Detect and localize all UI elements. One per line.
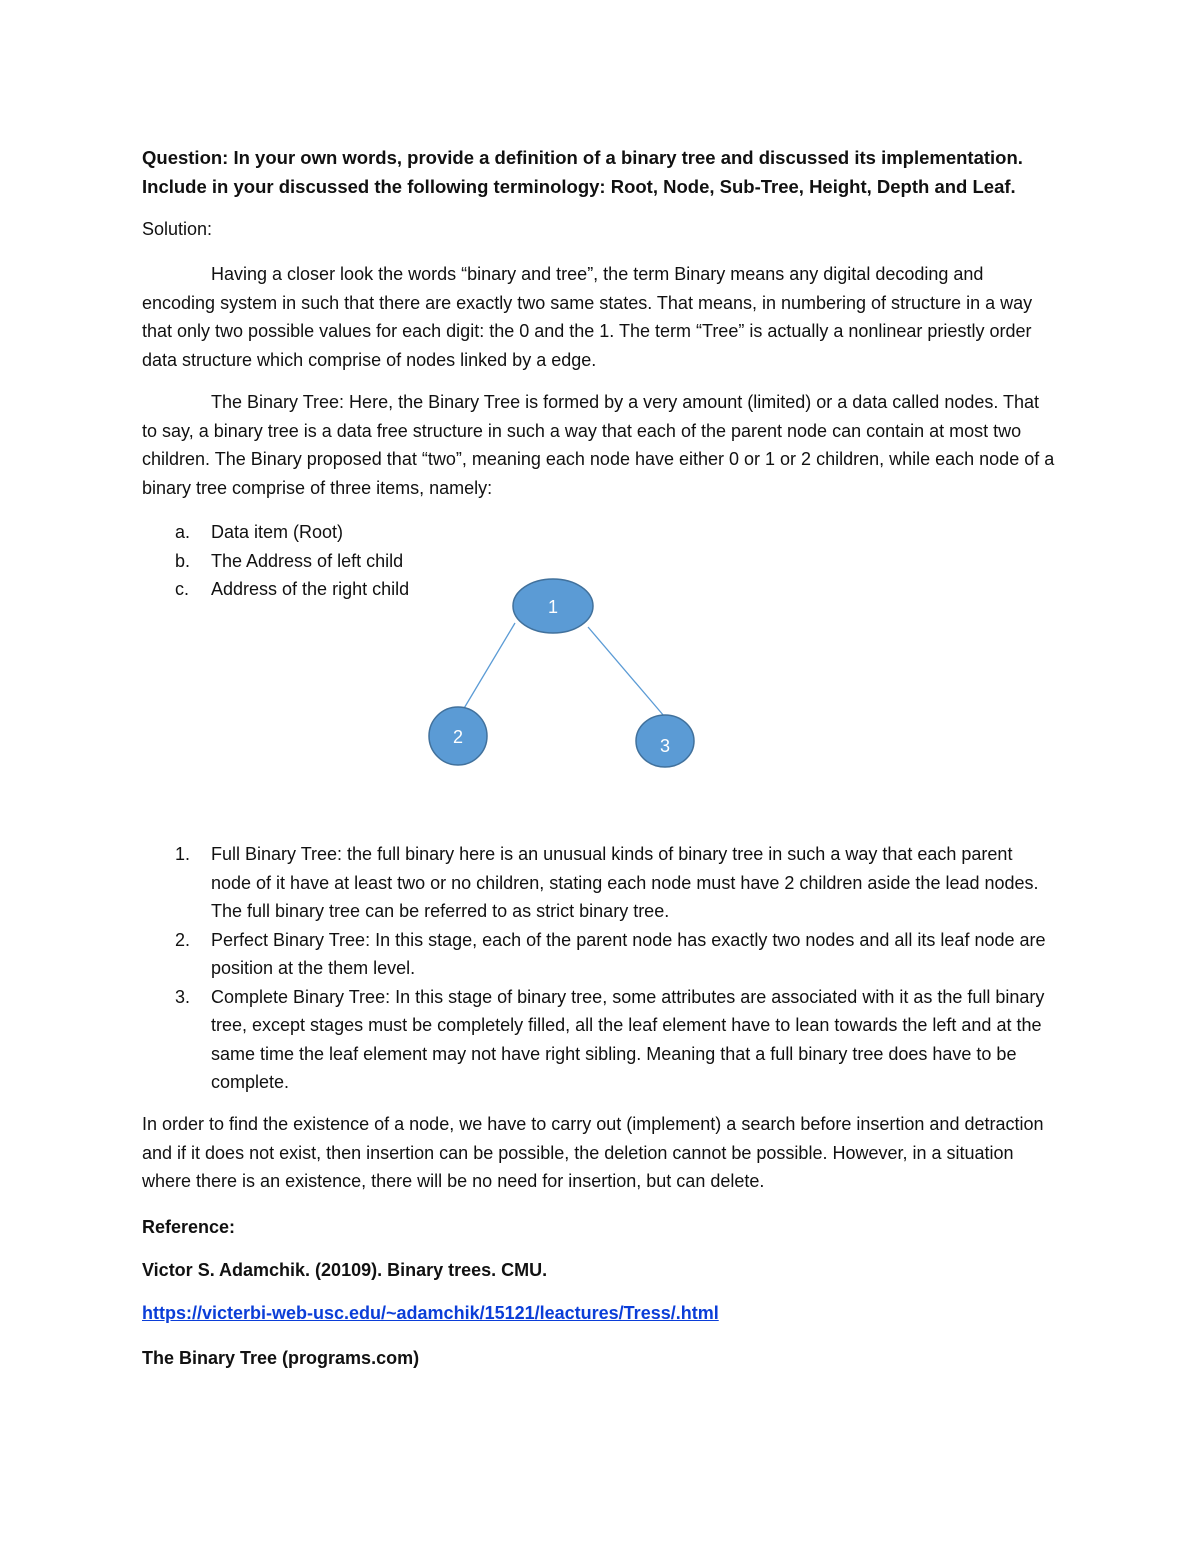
list-item-text: Full Binary Tree: the full binary here is an unusual kinds of binary tree in such a way that each parent node of it have at least two or no children, stating each node must have 2 children aside the lead nodes. The full binary tree can be referred to as strict binary tree.: [211, 844, 1039, 921]
list-marker: 1.: [175, 844, 191, 864]
tree-types-list: [142, 840, 1057, 1097]
tree-edge-1-3: [588, 627, 664, 716]
list-marker: 2.: [175, 929, 191, 950]
tree-edge-1-2: [463, 623, 515, 710]
reference-entry-2: The Binary Tree (programs.com): [142, 1348, 420, 1368]
paragraph-node-search: In order to find the existence of a node, we have to carry out (implement) a search before insertion and detraction and if it does not exist, then insertion can be possible, the deletion cannot be possible. However, in a situation where there is an existence, there will be no need for insertion, but can delete.: [142, 1114, 1044, 1191]
reference-heading: Reference:: [142, 1217, 236, 1237]
paragraph-binary-tree-terms: [142, 260, 1057, 374]
list-item: [142, 518, 462, 547]
paragraph-binary-tree-definition: [142, 388, 1057, 502]
list-item: [142, 983, 1057, 1097]
binary-tree-diagram: [420, 570, 740, 775]
reference-entry-1: Victor S. Adamchik. (20109). Binary trees. CMU.: [142, 1260, 548, 1280]
list-marker: 3.: [175, 986, 191, 1007]
question-heading: Question: In your own words, provide a definition of a binary tree and discussed its implementation. Include in your discussed the following terminology: Root, Node, Sub-Tree, Height, Depth and Leaf.: [142, 147, 1023, 197]
list-item: [142, 840, 1057, 926]
list-item-text: Data item (Root): [211, 522, 344, 542]
paragraph-1-text: Having a closer look the words “binary and tree”, the term Binary means any digital decoding and encoding system in such that there are exactly two same states. That means, in numbering of structure in a way that only two possible values for each digit: the 0 and the 1. The term “Tree” is actually a nonlinear priestly order data structure which comprise of nodes linked by a edge.: [142, 264, 1033, 370]
list-marker: b.: [175, 550, 191, 571]
solution-label: Solution:: [142, 219, 213, 239]
reference-link[interactable]: https://victerbi-web-usc.edu/~adamchik/15121/leactures/Tress/.html: [142, 1303, 719, 1323]
list-item-text: Complete Binary Tree: In this stage of binary tree, some attributes are associated with it as the full binary tree, except stages must be completely filled, all the leaf element have to lean towards the left and at the same time the leaf element may not have right sibling. Meaning that a full binary tree does have to be complete.: [211, 986, 1045, 1092]
list-item-text: Address of the right child: [211, 579, 410, 599]
list-marker: c.: [175, 579, 190, 599]
list-item: [142, 575, 462, 604]
list-item-text: The Address of left child: [211, 550, 404, 571]
tree-node-1-label: 1: [547, 597, 559, 617]
list-item: [142, 547, 462, 576]
list-item: [142, 926, 1057, 983]
node-items-list: [142, 518, 462, 604]
tree-node-3-label: 3: [659, 736, 671, 756]
list-item-text: Perfect Binary Tree: In this stage, each of the parent node has exactly two nodes and all its leaf node are position at the them level.: [211, 929, 1046, 978]
tree-node-2-label: 2: [452, 727, 464, 747]
list-marker: a.: [175, 522, 191, 542]
paragraph-2-text: The Binary Tree: Here, the Binary Tree is formed by a very amount (limited) or a data called nodes. That to say, a binary tree is a data free structure in such a way that each of the parent node can contain at most two children. The Binary proposed that “two”, meaning each node have either 0 or 1 or 2 children, while each node of a binary tree comprise of three items, namely:: [142, 392, 1055, 498]
